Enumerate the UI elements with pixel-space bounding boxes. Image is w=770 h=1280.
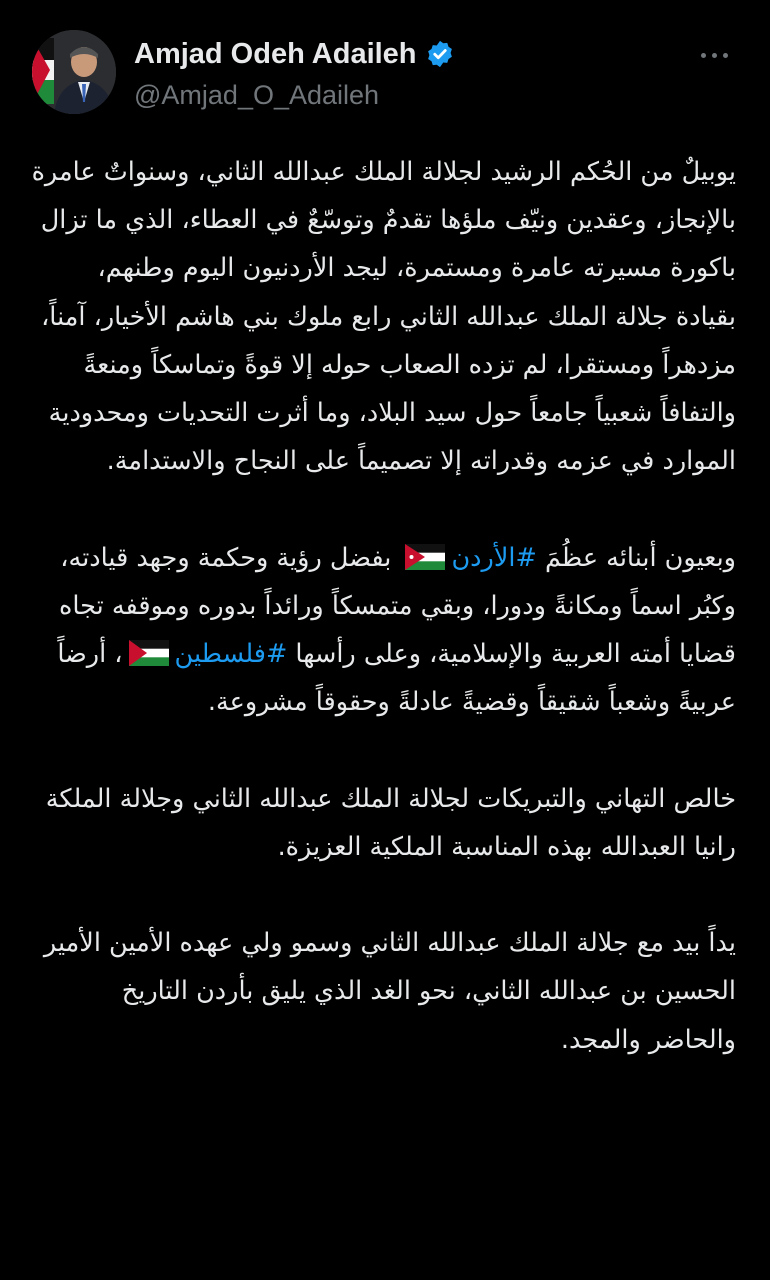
paragraph-spacer [30, 871, 736, 919]
display-name[interactable]: Amjad Odeh Adaileh [134, 37, 417, 70]
text-segment: بفضل رؤية وحكمة وجهد قيادته، وكبُر اسماً ومكانةً ودورا، وبقي متمسكاً ورائداً بدوره وموقفه تجاه قضايا أمته العربية والإسلامية، وعلى رأسها [59, 542, 736, 670]
avatar-photo-icon [32, 30, 116, 114]
display-name-row [134, 34, 455, 74]
paragraph-spacer [30, 485, 736, 533]
user-handle[interactable]: @Amjad_O_Adaileh [134, 80, 380, 110]
tweet-header [32, 30, 740, 116]
tweet-paragraph-2 [30, 534, 736, 727]
text-segment: ، أرضاً عربيةً وشعباً شقيقاً وقضيةً عادلةً وحقوقاً مشروعة. [57, 639, 736, 718]
avatar[interactable] [32, 30, 116, 114]
tweet-paragraph-3: خالص التهاني والتبريكات لجلالة الملك عبدالله الثاني وجلالة الملكة رانيا العبدالله بهذه المناسبة الملكية العزيزة. [45, 783, 736, 862]
paragraph-spacer [30, 726, 736, 774]
verified-badge-icon[interactable] [425, 39, 455, 69]
text-segment: وبعيون أبنائه عظُمَ [536, 542, 736, 573]
dot [712, 53, 717, 58]
more-options-icon[interactable] [694, 40, 734, 70]
hashtag-link-jordan[interactable]: #الأردن [451, 542, 537, 573]
tweet-paragraph-1: يوبيلٌ من الحُكم الرشيد لجلالة الملك عبدالله الثاني، وسنواتٌ عامرة بالإنجاز، وعقدين ونيّف ملؤها تقدمٌ وتوسّعٌ في العطاء، الذي ما تزال باكورة مسيرته عامرة ومستمرة، ليجد الأردنيون اليوم وطنهم، بقيادة جلالة الملك عبدالله الثاني رابع ملوك بني هاشم الأخيار، آمناً، مزدهراً ومستقرا، لم تزده الصعاب حوله إلا قوةً وتماسكاً ومنعةً والتفافاً شعبياً جامعاً حول سيد البلاد، وما أثرت التحديات ومحدودية الموارد في عزمه وقدراته إلا تصميماً على النجاح والاستدامة. [31, 157, 736, 477]
user-info [134, 34, 455, 111]
hashtag-link-palestine[interactable]: #فلسطين [174, 639, 288, 670]
dot [723, 53, 728, 58]
dot [701, 53, 706, 58]
tweet-paragraph-4: يداً بيد مع جلالة الملك عبدالله الثاني وسمو ولي عهده الأمين الأمير الحسين بن عبدالله الثاني، نحو الغد الذي يليق بأردن التاريخ والحاضر والمجد. [43, 928, 736, 1055]
jordan-flag-icon [405, 544, 445, 570]
palestine-flag-icon [129, 640, 169, 666]
tweet-text [30, 148, 736, 1064]
